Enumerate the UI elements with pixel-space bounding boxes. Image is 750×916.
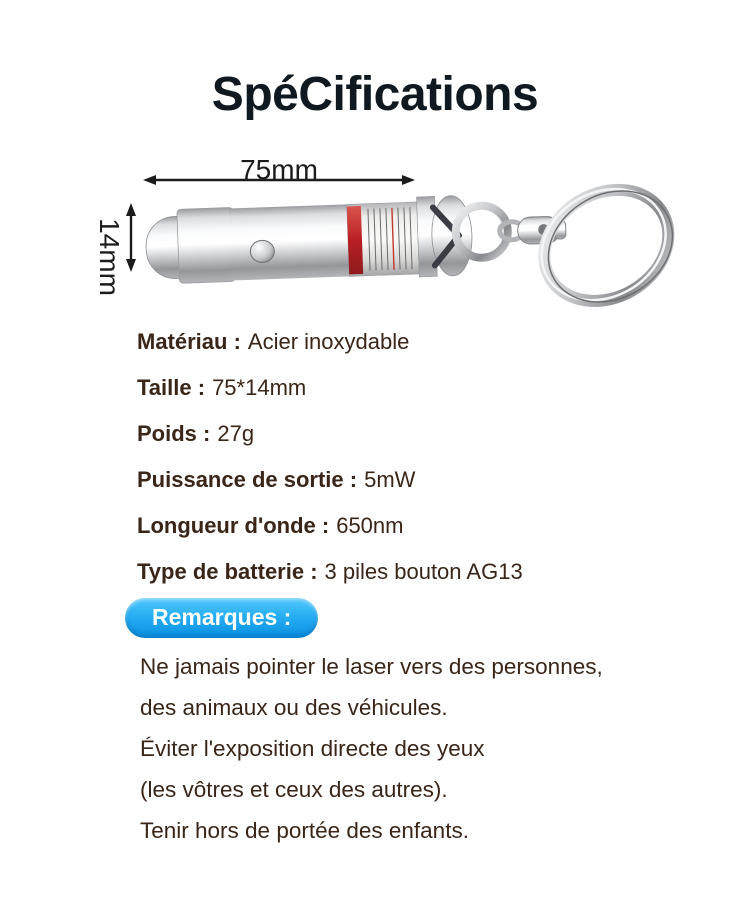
product-figure [0,142,750,327]
spec-label: Poids : [137,420,211,446]
laser-pointer-photo [0,142,750,327]
push-button [250,240,275,263]
spec-row-battery [137,558,750,584]
note-line: (les vôtres et ceux des autres). [140,776,448,802]
spec-value: 27g [217,420,255,446]
note-line: Ne jamais pointer le laser vers des personnes, [140,653,603,679]
spec-row-wavelength [137,512,750,538]
spec-row-output-power [137,466,750,492]
tail-collar [177,207,236,283]
spec-value: 5mW [364,466,416,492]
spec-value: 75*14mm [212,374,307,400]
remarks-badge [125,598,318,638]
remarks-notes [140,646,720,851]
remarks-badge-label: Remarques : [152,603,292,630]
key-ring [521,164,692,326]
dimension-height-label: 14mm [94,217,125,296]
spec-label: Taille : [137,374,206,400]
dimension-width [143,154,415,185]
spec-label: Puissance de sortie : [137,466,358,492]
spec-value: Acier inoxydable [247,328,410,354]
warning-label [347,202,419,276]
laser-pointer-body [144,163,695,327]
dimension-height [94,203,136,296]
spec-label: Matériau : [137,328,241,354]
spec-row-weight [137,420,750,446]
spec-row-size [137,374,750,400]
spec-label: Longueur d'onde : [137,512,330,538]
note-line: Tenir hors de portée des enfants. [140,817,469,843]
spec-label: Type de batterie : [137,558,318,584]
spec-row-material [137,328,750,354]
barrel [229,204,353,280]
spec-list [137,328,750,584]
dimension-height-arrow [126,203,136,272]
dimension-width-label: 75mm [240,153,318,185]
note-line: Éviter l'exposition directe des yeux [140,735,485,761]
note-line: des animaux ou des véhicules. [140,694,448,720]
page-title: SpéCifications [211,68,539,121]
spec-value: 3 piles bouton AG13 [324,558,523,584]
spec-value: 650nm [336,512,404,538]
